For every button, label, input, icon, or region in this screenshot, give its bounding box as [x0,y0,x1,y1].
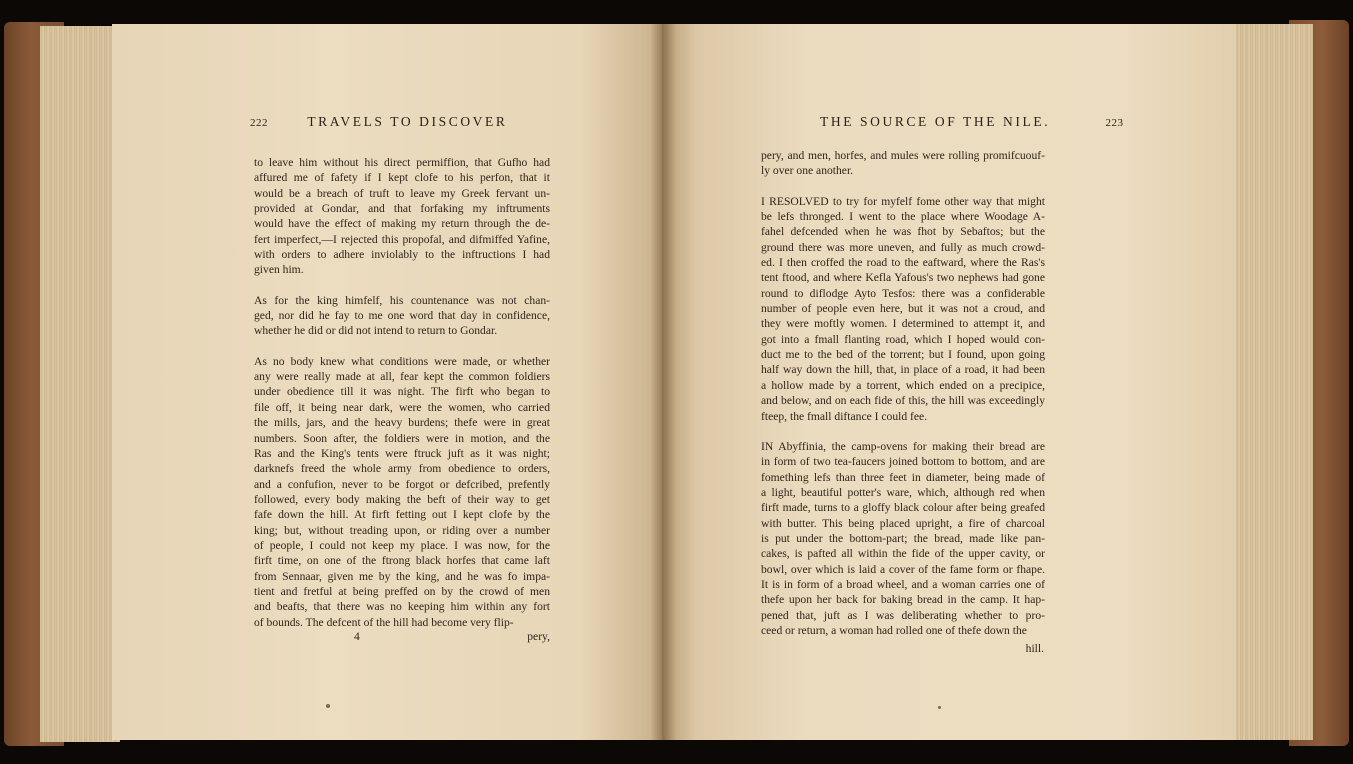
text-line: darknefs freed the whole army from obedience to orders, [254,462,550,476]
text-line: the mills, jars, and the heavy burdens; thefe were in great [254,416,550,430]
text-line: a hollow made by a torrent, which ended on a precipice, [761,378,1045,392]
text-line: is put under the bottom-part; the bread, made like pan- [761,531,1045,545]
text-line: ly over one another. [761,164,854,178]
text-line: pery, and men, horfes, and mules were rolling promifcuouf- [761,149,1045,162]
text-line: It is in form of a broad wheel, and a woman carries one of [761,577,1045,591]
right-page-body [761,148,1045,638]
text-line: firft made, turns to a gloffy black colour after being greafed [761,501,1045,515]
text-line: thefe upon her back for baking bread in the camp. It hap- [761,593,1045,607]
left-running-title: TRAVELS TO DISCOVER [307,114,508,129]
left-running-head [250,114,510,130]
text-line: a light, beautiful potter's ware, which, although red when [761,485,1045,499]
text-line: of bounds. The defcent of the hill had become very flip- [254,615,514,629]
book-gutter [650,24,676,740]
text-line: would have the effect of making my return through the de- [254,217,550,231]
text-line: with butter. This being placed upright, a fire of charcoal [761,516,1045,530]
text-line: any were really made at all, fear kept the common foldiers [254,370,550,384]
text-line: round to diflodge Ayto Tesfos: there was a confiderable [761,286,1045,300]
text-line: numbers. Soon after, the foldiers were in motion, and the [254,431,550,445]
right-running-title: THE SOURCE OF THE NILE. [820,114,1051,129]
right-catchword: hill. [1025,642,1044,655]
text-line: ground there was more uneven, and fully as much crowd- [761,240,1045,254]
text-line: would be a breach of truft to leave my Greek fervant un- [254,186,550,200]
text-line: and beafts, that there was no keeping him within any fort [254,600,550,614]
paper-spot [938,706,941,709]
text-line: ged, nor did he fay to me one word that day in confidence, [254,309,550,323]
text-line: to leave him without his direct permiffion, that Gufho had [254,156,550,169]
text-line: IN Abyffinia, the camp-ovens for making their bread are [761,439,1045,453]
text-line: pened that, juft as I was deliberating whether to pro- [761,608,1045,622]
text-line: fteep, the fmall diftance I could fee. [761,409,928,423]
text-line: bowl, over which is laid a cover of the fame form or fhape. [761,562,1045,576]
text-line: followed, every body making the beft of their way to get [254,492,550,506]
text-line: they were moftly women. I determined to attempt it, and [761,317,1045,331]
paragraph-break [761,424,1045,439]
text-line: half way down the hill, that, in place of a road, it had been [761,363,1045,377]
signature-mark: 4 [354,630,360,643]
right-running-head [820,114,1240,130]
text-line: from Sennaar, given me by the king, and he was fo impa- [254,569,550,583]
left-catchword: pery, [527,630,550,643]
text-line: ed. I then croffed the road to the eaftward, where the Ras's [761,256,1045,270]
text-line: firft time, on one of the ftrong black horfes that came laft [254,554,550,568]
text-line: duct me to the bed of the torrent; but I found, upon going [761,348,1045,362]
left-page-number: 222 [250,117,268,129]
text-line: fafe down the hill. At firft fetting out I kept clofe by the [254,508,550,522]
text-line: with orders to adhere inviolably to the inftructions I had [254,248,550,262]
text-line: fomething lefs than three feet in diameter, being made of [761,470,1045,484]
text-line: affured me of fafety if I kept clofe to his perfon, that it [254,171,550,185]
text-line: and below, and on each fide of this, the hill was exceedingly [761,394,1045,408]
text-line: As for the king himfelf, his countenance was not chan- [254,293,550,307]
paragraph-break [254,278,550,293]
text-line: Ras and the King's tents were ftruck juft as it was night; [254,446,550,460]
paragraph-break [254,339,550,354]
text-line: fert imperfect,—I rejected this propofal, and difmiffed Yafine, [254,232,550,246]
text-line: of people, I could not keep my place. I was now, for the [254,538,550,552]
text-line: provided at Gondar, and that forfaking my inftruments [254,202,550,216]
text-line: and a confufion, never to be forgot or defcribed, prefently [254,477,550,491]
paragraph-break [761,179,1045,194]
text-line: fahel defcended when he was fhot by Sebaftos; but the [761,225,1045,239]
page-edges-left [40,26,120,742]
text-line: got into a fmall flanting road, which I hoped would con- [761,332,1045,346]
text-line: in form of two tea-faucers joined bottom to bottom, and are [761,455,1045,469]
left-page-body [254,155,550,630]
paper-spot [326,704,330,708]
text-line: whether he did or did not intend to return to Gondar. [254,324,498,338]
right-page-number: 223 [1105,117,1124,129]
text-line: number of people even here, but it was not a croud, and [761,302,1045,316]
text-line: be lefs thronged. I went to the place where Woodage A- [761,210,1045,224]
text-line: ceed or return, a woman had rolled one of thefe down the [761,623,1027,637]
text-line: tent ftood, and where Kefla Yafous's two nephews had gone [761,271,1045,285]
text-line: I RESOLVED to try for myfelf fome other way that might [761,194,1045,208]
page-edges-right [1231,24,1313,740]
text-line: cakes, is pafted all within the fide of the upper cavity, or [761,547,1045,561]
text-line: king; but, without treading upon, or riding over a number [254,523,550,537]
text-line: given him. [254,263,304,277]
text-line: tient and fretful at being preffed on by the crowd of men [254,584,550,598]
text-line: under obedience till it was night. The firft who began to [254,385,550,399]
text-line: As no body knew what conditions were made, or whether [254,354,550,368]
text-line: file off, it being near dark, were the women, who carried [254,400,550,414]
